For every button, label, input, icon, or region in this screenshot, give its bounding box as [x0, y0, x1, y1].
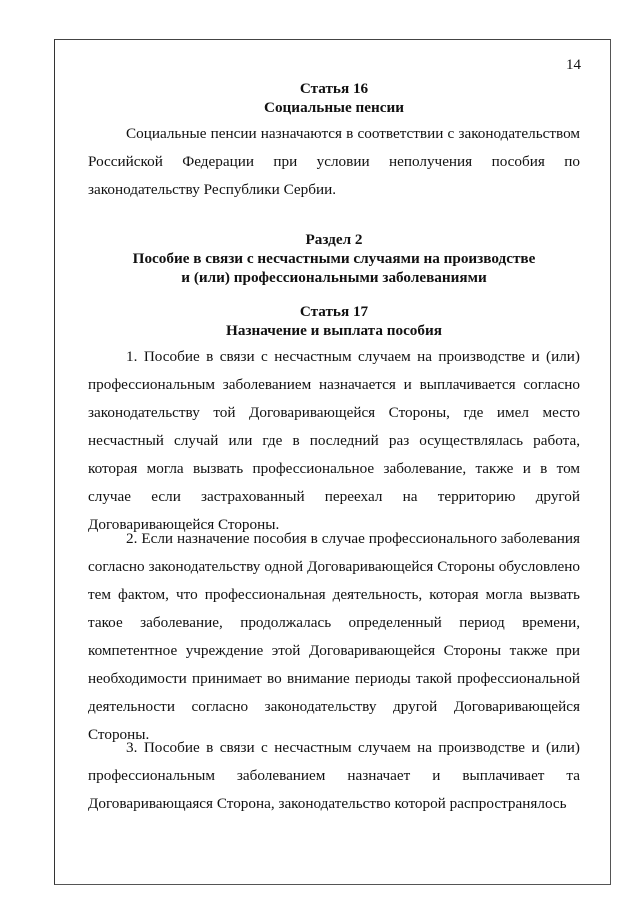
article-17-number: Статья 17 [299, 303, 369, 320]
section-2-title-line-1: Пособие в связи с несчастными случаями на производстве [132, 250, 536, 267]
section-2-heading [88, 230, 580, 287]
article-17-heading [88, 302, 580, 340]
page-number: 14 [566, 57, 581, 73]
article-16-heading [88, 79, 580, 117]
article-17-paragraph-3: 3. Пособие в связи с несчастным случаем на производстве и (или) профессиональным заболеванием назначает и выплачивает та Договаривающаяся Сторона, законодательство которой распространялось [88, 739, 580, 812]
section-2-title-line-2: и (или) профессиональными заболеваниями [181, 269, 487, 286]
article-17-title: Назначение и выплата пособия [226, 322, 442, 339]
section-2-number: Раздел 2 [305, 231, 363, 248]
article-17-paragraph-1: 1. Пособие в связи с несчастным случаем на производстве и (или) профессиональным заболеванием назначается и выплачивается согласно законодательству той Договаривающейся Стороны, где имел место несчастный случай или где в последний раз осуществлялась работа, которая могла вызвать профессиональное заболевание, также и в том случае если застрахованный переехал на территорию другой Договаривающейся Стороны. [88, 348, 580, 533]
article-16-title: Социальные пенсии [264, 99, 404, 116]
article-16-paragraph: Социальные пенсии назначаются в соответствии с законодательством Российской Федерации при условии неполучения пособия по законодательству Республики Сербии. [88, 125, 580, 198]
article-16-number: Статья 16 [299, 80, 369, 97]
article-17-paragraph-2: 2. Если назначение пособия в случае профессионального заболевания согласно законодательству одной Договаривающейся Стороны обусловлено тем фактом, что профессиональная деятельность, которая могла вызвать такое заболевание, продолжалась определенный период времени, компетентное учреждение этой Договаривающейся Стороны также при необходимости принимает во внимание периоды такой профессиональной деятельности согласно законодательству другой Договаривающейся Стороны. [88, 530, 580, 743]
